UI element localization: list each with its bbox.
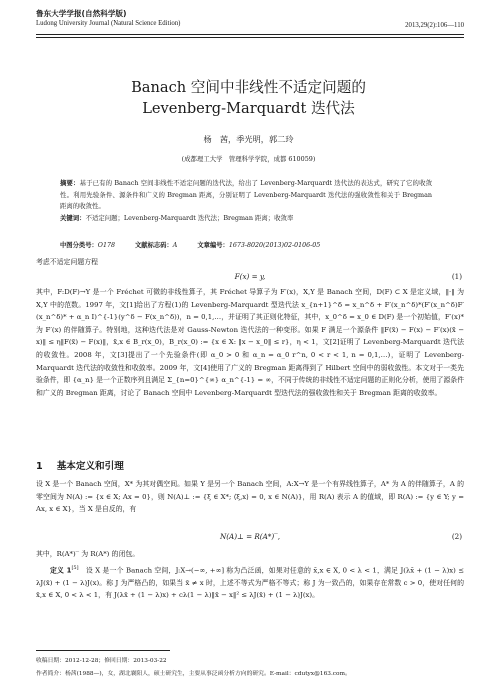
header-rule-top (36, 34, 464, 35)
section1-paragraph1: 设 X 是一个 Banach 空间，X* 为其对偶空间。如果 Y 是另一个 Banach 空间，A:X→Y 是一个有界线性算子，A* 为 A 的伴随算子，A 的零空间为 N(A) := {x ∈ X; Ax = 0}，则 N(A)⊥ := {ξ ∈ X*; ⟨ξ,x⟩ = 0, x ∈ N(A)}，用 R(A) 表示 A 的值域，即 R(A) := {y ∈ Y; y = Ax, x ∈ X}，当 X 是自反的，有 (36, 480, 464, 514)
clc-label: 中图分类号： (60, 242, 98, 249)
abstract-text: 基于已有的 Banach 空间非线性不适定问题的迭代法，给出了 Levenberg-Marquardt 迭代法的表达式，研究了它的收敛性。利用先验条件、源条件和广义的 Bregman 距离，分别证明了 Levenberg-Marquardt 迭代法的强收敛性和关于 Bregman 距离的收敛性。 (60, 179, 432, 211)
keywords-text: 不适定问题；Levenberg-Marquardt 迭代法；Bregman 距离；收敛率 (85, 213, 294, 222)
article-number-value: 1673-8020(2013)02-0106-05 (228, 242, 321, 249)
section-heading (36, 458, 124, 472)
footnote-rule (36, 650, 170, 651)
running-header (36, 8, 464, 27)
section-title: 基本定义和引理 (56, 461, 124, 472)
doc-code-value: A (172, 242, 178, 249)
article-number-label: 文章编号： (197, 242, 229, 249)
affiliation: (成都理工大学 管理科学学院，成都 610059) (181, 155, 316, 163)
footnote-author: 作者简介：杨茜(1988—)，女，湖北襄阳人，硕士研究生，主要从事泛函分析方向的研究。E-mail：cdutyx@163.com。 (36, 671, 351, 677)
doc-code-label: 文献标志码： (134, 242, 173, 249)
definition-citation: [5] (71, 565, 79, 571)
section-number: 1 (36, 461, 43, 472)
journal-name-en: Ludong University Journal (Natural Science Edition) (36, 20, 181, 27)
authors: 杨 茜，季光明，郭二玲 (203, 134, 294, 144)
paper-title-line2: Levenberg-Marquardt 迭代法 (142, 100, 355, 117)
equation-2-formula: N(A)⊥ = R(A*)‾, (219, 532, 281, 541)
paper-title-line1: Banach 空间中非线性不适定问题的 (131, 79, 366, 96)
abstract-label: 摘要： (60, 179, 80, 187)
definition-1 (36, 562, 464, 602)
equation-1-formula: F(x) = y, (234, 272, 266, 281)
keywords-label: 关键词： (60, 213, 86, 222)
equation-1-number: (1) (451, 272, 462, 281)
equation-2-number: (2) (451, 532, 462, 541)
definition-label: 定义 1 (50, 566, 72, 575)
footnote-received: 收稿日期：2012-12-28；修回日期：2013-03-22 (36, 658, 167, 664)
abstract (60, 178, 432, 224)
issue-info: 2013,29(2):106—110 (405, 22, 464, 29)
header-rule-bottom (36, 37, 464, 38)
intro-lead: 考虑不适定问题方程 (36, 258, 99, 266)
clc-value: O178 (97, 242, 115, 249)
intro-paragraph: 其中，F:D(F)→Y 是一个 Fréchet 可微的非线性算子，其 Fréchet 导算子为 F′(x)，X,Y 是 Banach 空间，D(F) ⊂ X 是定义域，‖·‖ 为 X,Y 中的范数。1997 年，文[1]给出了方程(1)的 Levenberg-Marquardt 型迭代法 x_{n+1}^δ = x_n^δ + F′(x_n^δ)*(F′(x_n^δ)F′(x_n^δ)* + α_n I)^{-1}(y^δ − F(x_n^δ))，n = 0,1,…，并证明了其正则化特征，其中，x_0^δ = x_0 ∈ D(F) 是一个初始值，F′(x)* 为 F′(x) 的伴随算子。特别地，这种迭代法是对 Gauss-Newton 迭代法的一种变形。如果 F 满足一个源条件 ‖F(x̃) − F(x) − F′(x)(x̃ − x)‖ ≤ η‖F(x̃) − F(x)‖，x̃,x ∈ B_r(x_0)，B_r(x_0) := {x ∈ X: ‖x − x_0‖ ≤ r}，η < 1，文[2]证明了 Levenberg-Marquardt 迭代法的收敛性。2008 年，文[3]提出了一个先验条件(即 α_0 > 0 和 α_n = α_0 r^n, 0 < r < 1, n = 0,1,…)，证明了 Levenberg-Marquardt 迭代法的收敛性和收敛率。2009 年，文[4]使用了广义的 Bregman 距离得到了 Hilbert 空间中的弱收敛性。本文对于一类先验条件，即 {α_n} 是一个正数序列且满足 Σ_{n=0}^{∞} α_n^{-1} = ∞，不同于传统的非线性不适定问题的正则化分析，使用了源条件和广义的 Bregman 距离，讨论了 Banach 空间中 Levenberg-Marquardt 型迭代法的强收敛性和关于 Bregman 距离的收敛率。 (36, 288, 465, 397)
journal-name-cn: 鲁东大学学报(自然科学版) (36, 9, 127, 18)
section1-paragraph2: 其中，R(A*)‾ 为 R(A*) 的闭包。 (36, 550, 140, 558)
definition-text: 设 X 是一个 Banach 空间，J:X→(−∞, +∞] 称为凸泛函，如果对任意的 x̄,x ∈ X, 0 < λ < 1，满足 J(λx̄ + (1 − λ)x) ≤ λJ(x̄) + (1 − λ)J(x)。称 J 为严格凸的，如果当 x̄ ≠ x 时，上述不等式为严格不等式；称 J 为一致凸的，如果存在常数 c > 0，使对任何的 x̄,x ∈ X, 0 < λ < 1，有 J(λx̄ + (1 − λ)x) + cλ(1 − λ)‖x̄ − x‖² ≤ λJ(x̄) + (1 − λ)J(x)。 (36, 566, 464, 600)
classification-row (60, 240, 432, 249)
